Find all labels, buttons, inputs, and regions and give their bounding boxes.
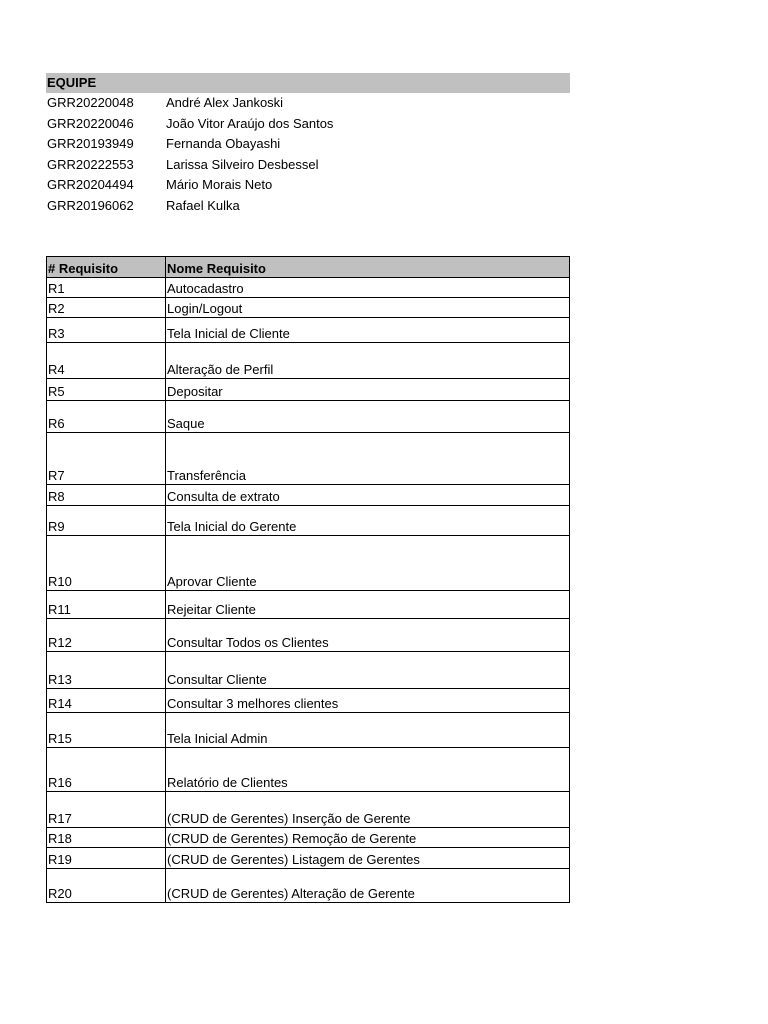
requirement-id: R12 <box>47 619 166 652</box>
table-row <box>47 433 570 485</box>
requirement-id: R19 <box>47 848 166 869</box>
table-row <box>47 298 570 318</box>
requirement-name: Tela Inicial Admin <box>166 713 570 748</box>
requirement-name: Alteração de Perfil <box>166 343 570 379</box>
requirement-name: Consultar Todos os Clientes <box>166 619 570 652</box>
requirement-id: R10 <box>47 536 166 591</box>
table-row <box>47 591 570 619</box>
requirement-name: (CRUD de Gerentes) Remoção de Gerente <box>166 828 570 848</box>
requirement-name: (CRUD de Gerentes) Listagem de Gerentes <box>166 848 570 869</box>
requirement-name: Consultar 3 melhores clientes <box>166 689 570 713</box>
requirement-id: R13 <box>47 652 166 689</box>
team-member-row <box>46 114 570 135</box>
table-row <box>47 379 570 401</box>
requirement-name: Consultar Cliente <box>166 652 570 689</box>
member-name: Fernanda Obayashi <box>166 136 281 151</box>
requirement-name: Depositar <box>166 379 570 401</box>
table-row <box>47 343 570 379</box>
member-name: Rafael Kulka <box>166 197 240 213</box>
member-code: GRR20193949 <box>47 136 134 151</box>
column-header-id: # Requisito <box>47 257 166 278</box>
requirements-body <box>47 278 570 903</box>
member-code: GRR20220048 <box>47 95 134 110</box>
requirement-id: R20 <box>47 869 166 903</box>
table-row <box>47 869 570 903</box>
requirement-id: R15 <box>47 713 166 748</box>
requirement-id: R14 <box>47 689 166 713</box>
team-member-row <box>46 175 570 196</box>
requirement-id: R7 <box>47 433 166 485</box>
requirement-id: R2 <box>47 298 166 318</box>
table-row <box>47 828 570 848</box>
table-row <box>47 713 570 748</box>
team-member-row <box>46 155 570 176</box>
team-header: EQUIPE <box>46 73 570 93</box>
team-section <box>46 73 570 216</box>
requirement-name: (CRUD de Gerentes) Alteração de Gerente <box>166 869 570 903</box>
requirement-name: Saque <box>166 401 570 433</box>
requirement-id: R11 <box>47 591 166 619</box>
table-row <box>47 792 570 828</box>
team-member-row <box>46 134 570 155</box>
member-name: João Vitor Araújo dos Santos <box>166 115 334 131</box>
member-code: GRR20222553 <box>47 156 134 172</box>
requirement-name: Tela Inicial de Cliente <box>166 318 570 343</box>
requirements-table <box>46 256 570 903</box>
requirement-id: R9 <box>47 506 166 536</box>
member-code: GRR20204494 <box>47 177 134 192</box>
team-member-row <box>46 93 570 114</box>
member-name: André Alex Jankoski <box>166 95 284 110</box>
member-code: GRR20220046 <box>47 115 134 131</box>
table-row <box>47 848 570 869</box>
table-row <box>47 619 570 652</box>
requirement-id: R18 <box>47 828 166 848</box>
team-members-list <box>46 93 570 216</box>
member-code: GRR20196062 <box>47 197 134 213</box>
column-header-name: Nome Requisito <box>166 257 570 278</box>
requirement-name: Rejeitar Cliente <box>166 591 570 619</box>
requirement-name: (CRUD de Gerentes) Inserção de Gerente <box>166 792 570 828</box>
table-row <box>47 278 570 298</box>
member-name: Mário Morais Neto <box>166 177 273 192</box>
requirement-name: Relatório de Clientes <box>166 748 570 792</box>
requirement-id: R6 <box>47 401 166 433</box>
requirement-id: R17 <box>47 792 166 828</box>
requirement-name: Consulta de extrato <box>166 485 570 506</box>
table-row <box>47 536 570 591</box>
table-row <box>47 485 570 506</box>
table-row <box>47 748 570 792</box>
member-name: Larissa Silveiro Desbessel <box>166 156 319 172</box>
requirement-id: R3 <box>47 318 166 343</box>
requirement-id: R5 <box>47 379 166 401</box>
requirement-name: Tela Inicial do Gerente <box>166 506 570 536</box>
requirement-id: R4 <box>47 343 166 379</box>
team-member-row <box>46 196 570 217</box>
requirement-name: Transferência <box>166 433 570 485</box>
table-row <box>47 401 570 433</box>
requirement-id: R16 <box>47 748 166 792</box>
requirement-name: Autocadastro <box>166 278 570 298</box>
requirement-name: Aprovar Cliente <box>166 536 570 591</box>
table-row <box>47 506 570 536</box>
table-row <box>47 652 570 689</box>
table-row <box>47 318 570 343</box>
table-header-row <box>47 257 570 278</box>
requirement-id: R8 <box>47 485 166 506</box>
requirement-name: Login/Logout <box>166 298 570 318</box>
requirement-id: R1 <box>47 278 166 298</box>
table-row <box>47 689 570 713</box>
